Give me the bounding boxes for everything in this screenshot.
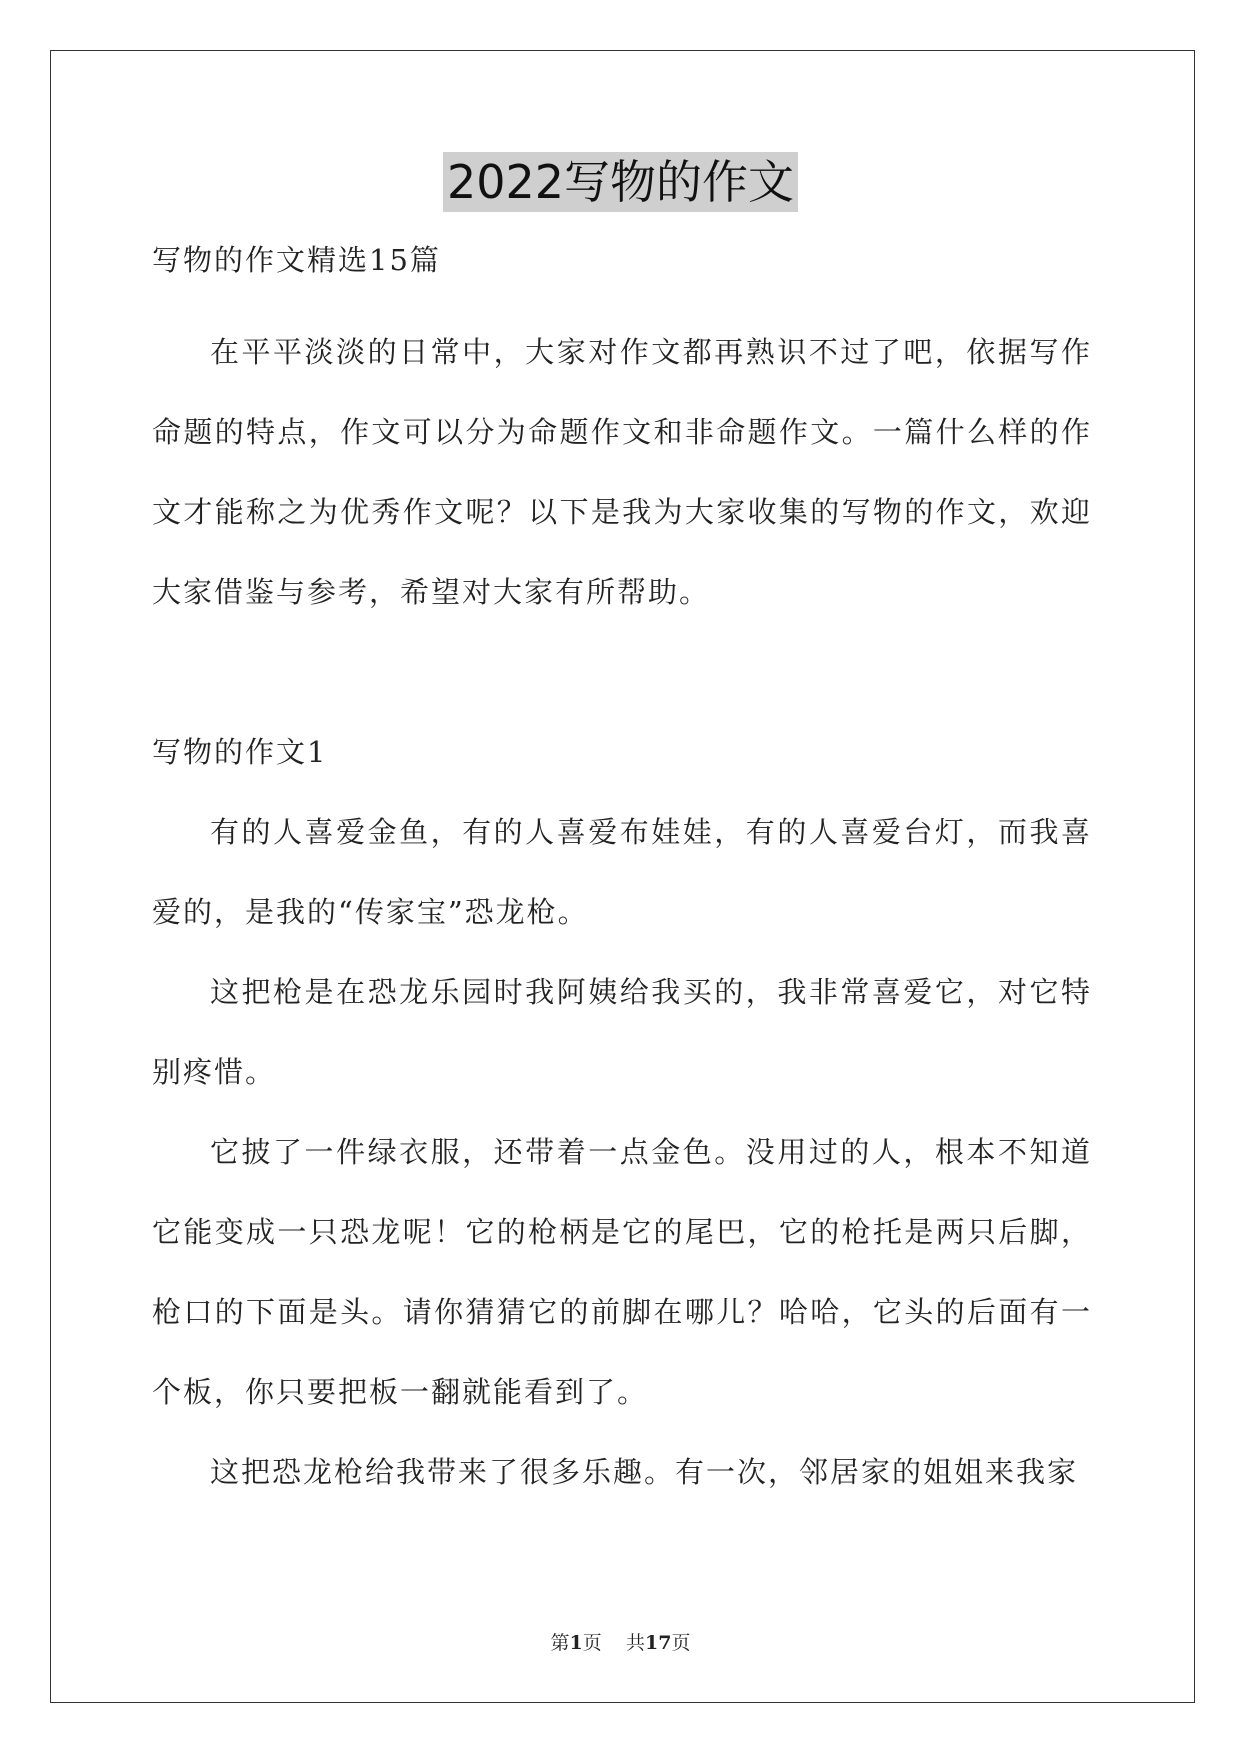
body-paragraph: 这把恐龙枪给我带来了很多乐趣。有一次，邻居家的姐姐来我家: [210, 1455, 1079, 1489]
document-title: 2022写物的作文: [443, 152, 798, 212]
footer-page-suffix: 页: [582, 1632, 602, 1654]
document-subtitle: 写物的作文精选15篇: [152, 243, 441, 277]
body-paragraph: 这把枪是在恐龙乐园时我阿姨给我买的，我非常喜爱它，对它特别疼惜。: [152, 975, 1092, 1089]
page-footer: [0, 1628, 1241, 1655]
footer-total-suffix: 页: [671, 1632, 691, 1654]
body-paragraph: 有的人喜爱金鱼，有的人喜爱布娃娃，有的人喜爱台灯，而我喜爱的，是我的“传家宝”恐龙枪。: [152, 815, 1092, 929]
intro-paragraph: 在平平淡淡的日常中，大家对作文都再熟识不过了吧，依据写作命题的特点，作文可以分为命题作文和非命题作文。一篇什么样的作文才能称之为优秀作文呢？以下是我为大家收集的写物的作文，欢迎大家借鉴与参考，希望对大家有所帮助。: [152, 335, 1092, 609]
document-body: [152, 230, 1092, 1512]
footer-total-prefix: 共: [625, 1632, 645, 1654]
body-paragraph: 它披了一件绿衣服，还带着一点金色。没用过的人，根本不知道它能变成一只恐龙呢！它的枪柄是它的尾巴，它的枪托是两只后脚，枪口的下面是头。请你猜猜它的前脚在哪儿？哈哈，它头的后面有一个板，你只要把板一翻就能看到了。: [152, 1135, 1092, 1409]
footer-prefix: 第: [550, 1632, 570, 1654]
section-heading: 写物的作文1: [152, 735, 328, 769]
title-container: [0, 152, 1241, 212]
current-page-number: 1: [569, 1632, 583, 1654]
total-pages-number: 17: [644, 1632, 672, 1654]
